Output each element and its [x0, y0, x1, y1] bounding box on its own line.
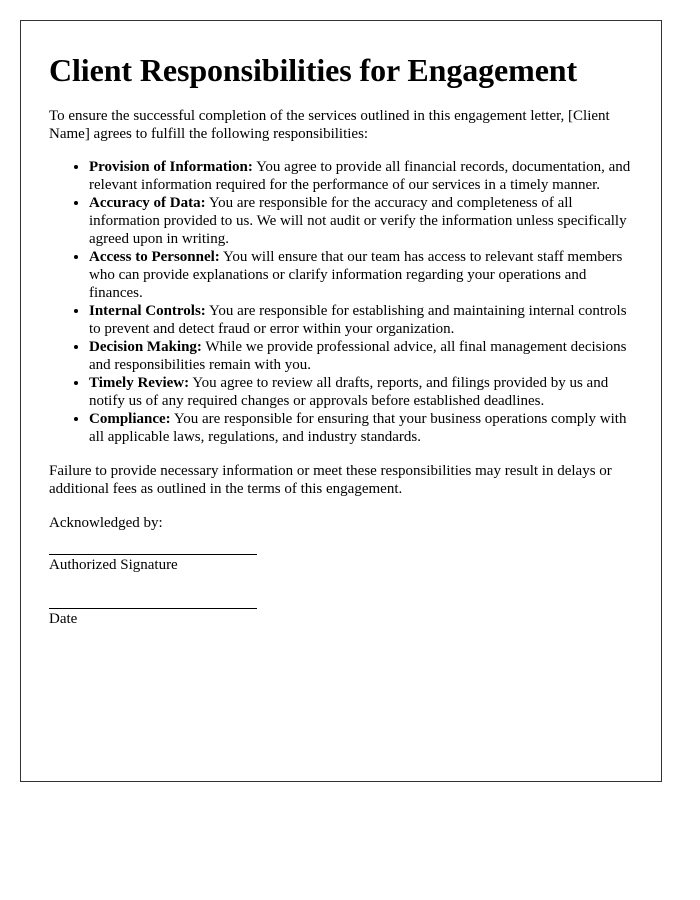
signature-label: Authorized Signature: [49, 557, 178, 573]
item-label: Internal Controls:: [89, 303, 206, 319]
item-label: Accuracy of Data:: [89, 195, 206, 211]
list-item-compliance: [89, 410, 639, 446]
document-page: [20, 20, 662, 782]
list-item-timely-review: [89, 374, 639, 410]
signature-line[interactable]: [49, 554, 257, 555]
list-item-provision-of-information: [89, 158, 639, 194]
document-content: [49, 21, 639, 628]
item-label: Timely Review:: [89, 375, 190, 391]
acknowledged-by-label: Acknowledged by:: [49, 515, 163, 531]
item-label: Decision Making:: [89, 339, 202, 355]
item-text: You agree to provide all financial records, documentation, and relevant information required for the performance of our services in a timely manner.: [89, 159, 631, 193]
item-text: You will ensure that our team has access to relevant staff members who can provide explanations or clarify information regarding your operations and finances.: [89, 249, 623, 301]
item-text: You are responsible for the accuracy and completeness of all information provided to us. We will not audit or verify the information unless specifically agreed upon in writing.: [89, 195, 627, 247]
responsibilities-list: [49, 158, 639, 446]
list-item-access-to-personnel: [89, 248, 639, 302]
intro-paragraph: To ensure the successful completion of the services outlined in this engagement letter, [Client Name] agrees to fulfill the following responsibilities:: [49, 108, 610, 142]
list-item-accuracy-of-data: [89, 194, 639, 248]
failure-notice: Failure to provide necessary information or meet these responsibilities may result in delays or additional fees as outlined in the terms of this engagement.: [49, 463, 612, 497]
item-text: You are responsible for establishing and maintaining internal controls to prevent and detect fraud or error within your organization.: [89, 303, 627, 337]
item-text: While we provide professional advice, all final management decisions and responsibilities remain with you.: [89, 339, 627, 373]
page-title: Client Responsibilities for Engagement: [49, 52, 578, 88]
item-text: You agree to review all drafts, reports, and filings provided by us and notify us of any required changes or approvals before established deadlines.: [89, 375, 609, 409]
date-label: Date: [49, 611, 78, 627]
item-label: Provision of Information:: [89, 159, 253, 175]
item-label: Access to Personnel:: [89, 249, 220, 265]
list-item-internal-controls: [89, 302, 639, 338]
date-line[interactable]: [49, 608, 257, 609]
item-label: Compliance:: [89, 411, 171, 427]
list-item-decision-making: [89, 338, 639, 374]
item-text: You are responsible for ensuring that your business operations comply with all applicable laws, regulations, and industry standards.: [89, 411, 627, 445]
